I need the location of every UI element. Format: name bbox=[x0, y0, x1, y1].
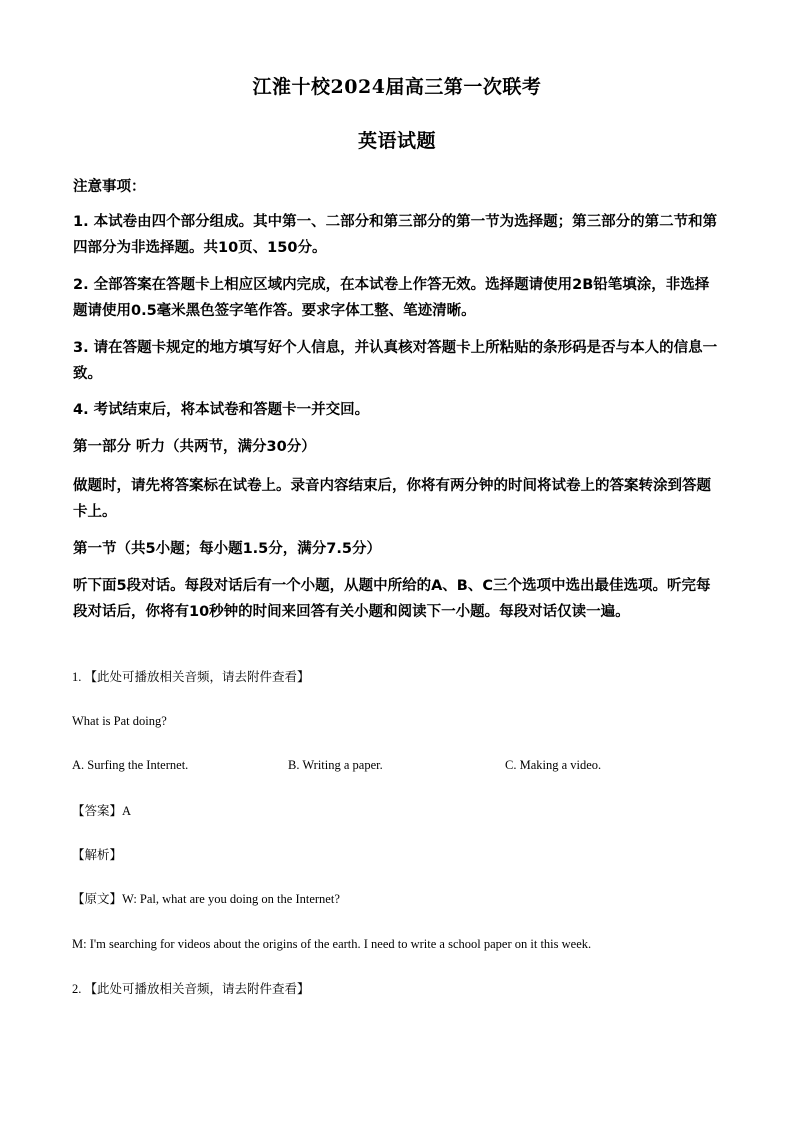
part1-instruction: 做题时，请先将答案标在试卷上。录音内容结束后，你将有两分钟的时间将试卷上的答案转涂到答题卡上。 bbox=[73, 478, 711, 520]
page-title: 江淮十校2024届高三第一次联考 bbox=[252, 76, 542, 98]
q1-audio-note[interactable]: 1. 【此处可播放相关音频，请去附件查看】 bbox=[72, 670, 310, 684]
q1-option-b[interactable]: B. Writing a paper. bbox=[288, 758, 383, 772]
notice-item-1: 1. 本试卷由四个部分组成。其中第一、二部分和第三部分的第一节为选择题；第三部分的第二节和第四部分为非选择题。共10页、150分。 bbox=[73, 214, 718, 256]
notice-item-4: 4. 考试结束后，将本试卷和答题卡一并交回。 bbox=[73, 402, 370, 418]
q1-option-c[interactable]: C. Making a video. bbox=[505, 758, 602, 772]
notice-heading: 注意事项： bbox=[73, 179, 146, 195]
notice-item-3: 3. 请在答题卡规定的地方填写好个人信息，并认真核对答题卡上所粘贴的条形码是否与本人的信息一致。 bbox=[73, 340, 718, 382]
notice-item-2: 2. 全部答案在答题卡上相应区域内完成，在本试卷上作答无效。选择题请使用2B铅笔填涂，非选择题请使用0.5毫米黑色签字笔作答。要求字体工整、笔迹清晰。 bbox=[73, 277, 710, 319]
q1-analysis: 【解析】 bbox=[72, 848, 123, 862]
section1-heading: 第一节（共5小题；每小题1.5分，满分7.5分） bbox=[73, 541, 381, 557]
q1-option-a[interactable]: A. Surfing the Internet. bbox=[72, 758, 189, 772]
q2-audio-note[interactable]: 2. 【此处可播放相关音频，请去附件查看】 bbox=[72, 982, 310, 996]
q1-answer: 【答案】A bbox=[72, 804, 132, 818]
q1-transcript-w: 【原文】W: Pal, what are you doing on the Internet? bbox=[72, 892, 340, 906]
q1-question: What is Pat doing? bbox=[72, 714, 167, 728]
part1-heading: 第一部分 听力（共两节，满分30分） bbox=[73, 439, 316, 455]
q1-transcript-m: M: I'm searching for videos about the origins of the earth. I need to write a school paper on it this week. bbox=[72, 937, 592, 951]
page-subtitle: 英语试题 bbox=[357, 130, 436, 152]
section1-instruction: 听下面5段对话。每段对话后有一个小题，从题中所给的A、B、C三个选项中选出最佳选项。听完每段对话后，你将有10秒钟的时间来回答有关小题和阅读下一小题。每段对话仅读一遍。 bbox=[73, 578, 711, 620]
